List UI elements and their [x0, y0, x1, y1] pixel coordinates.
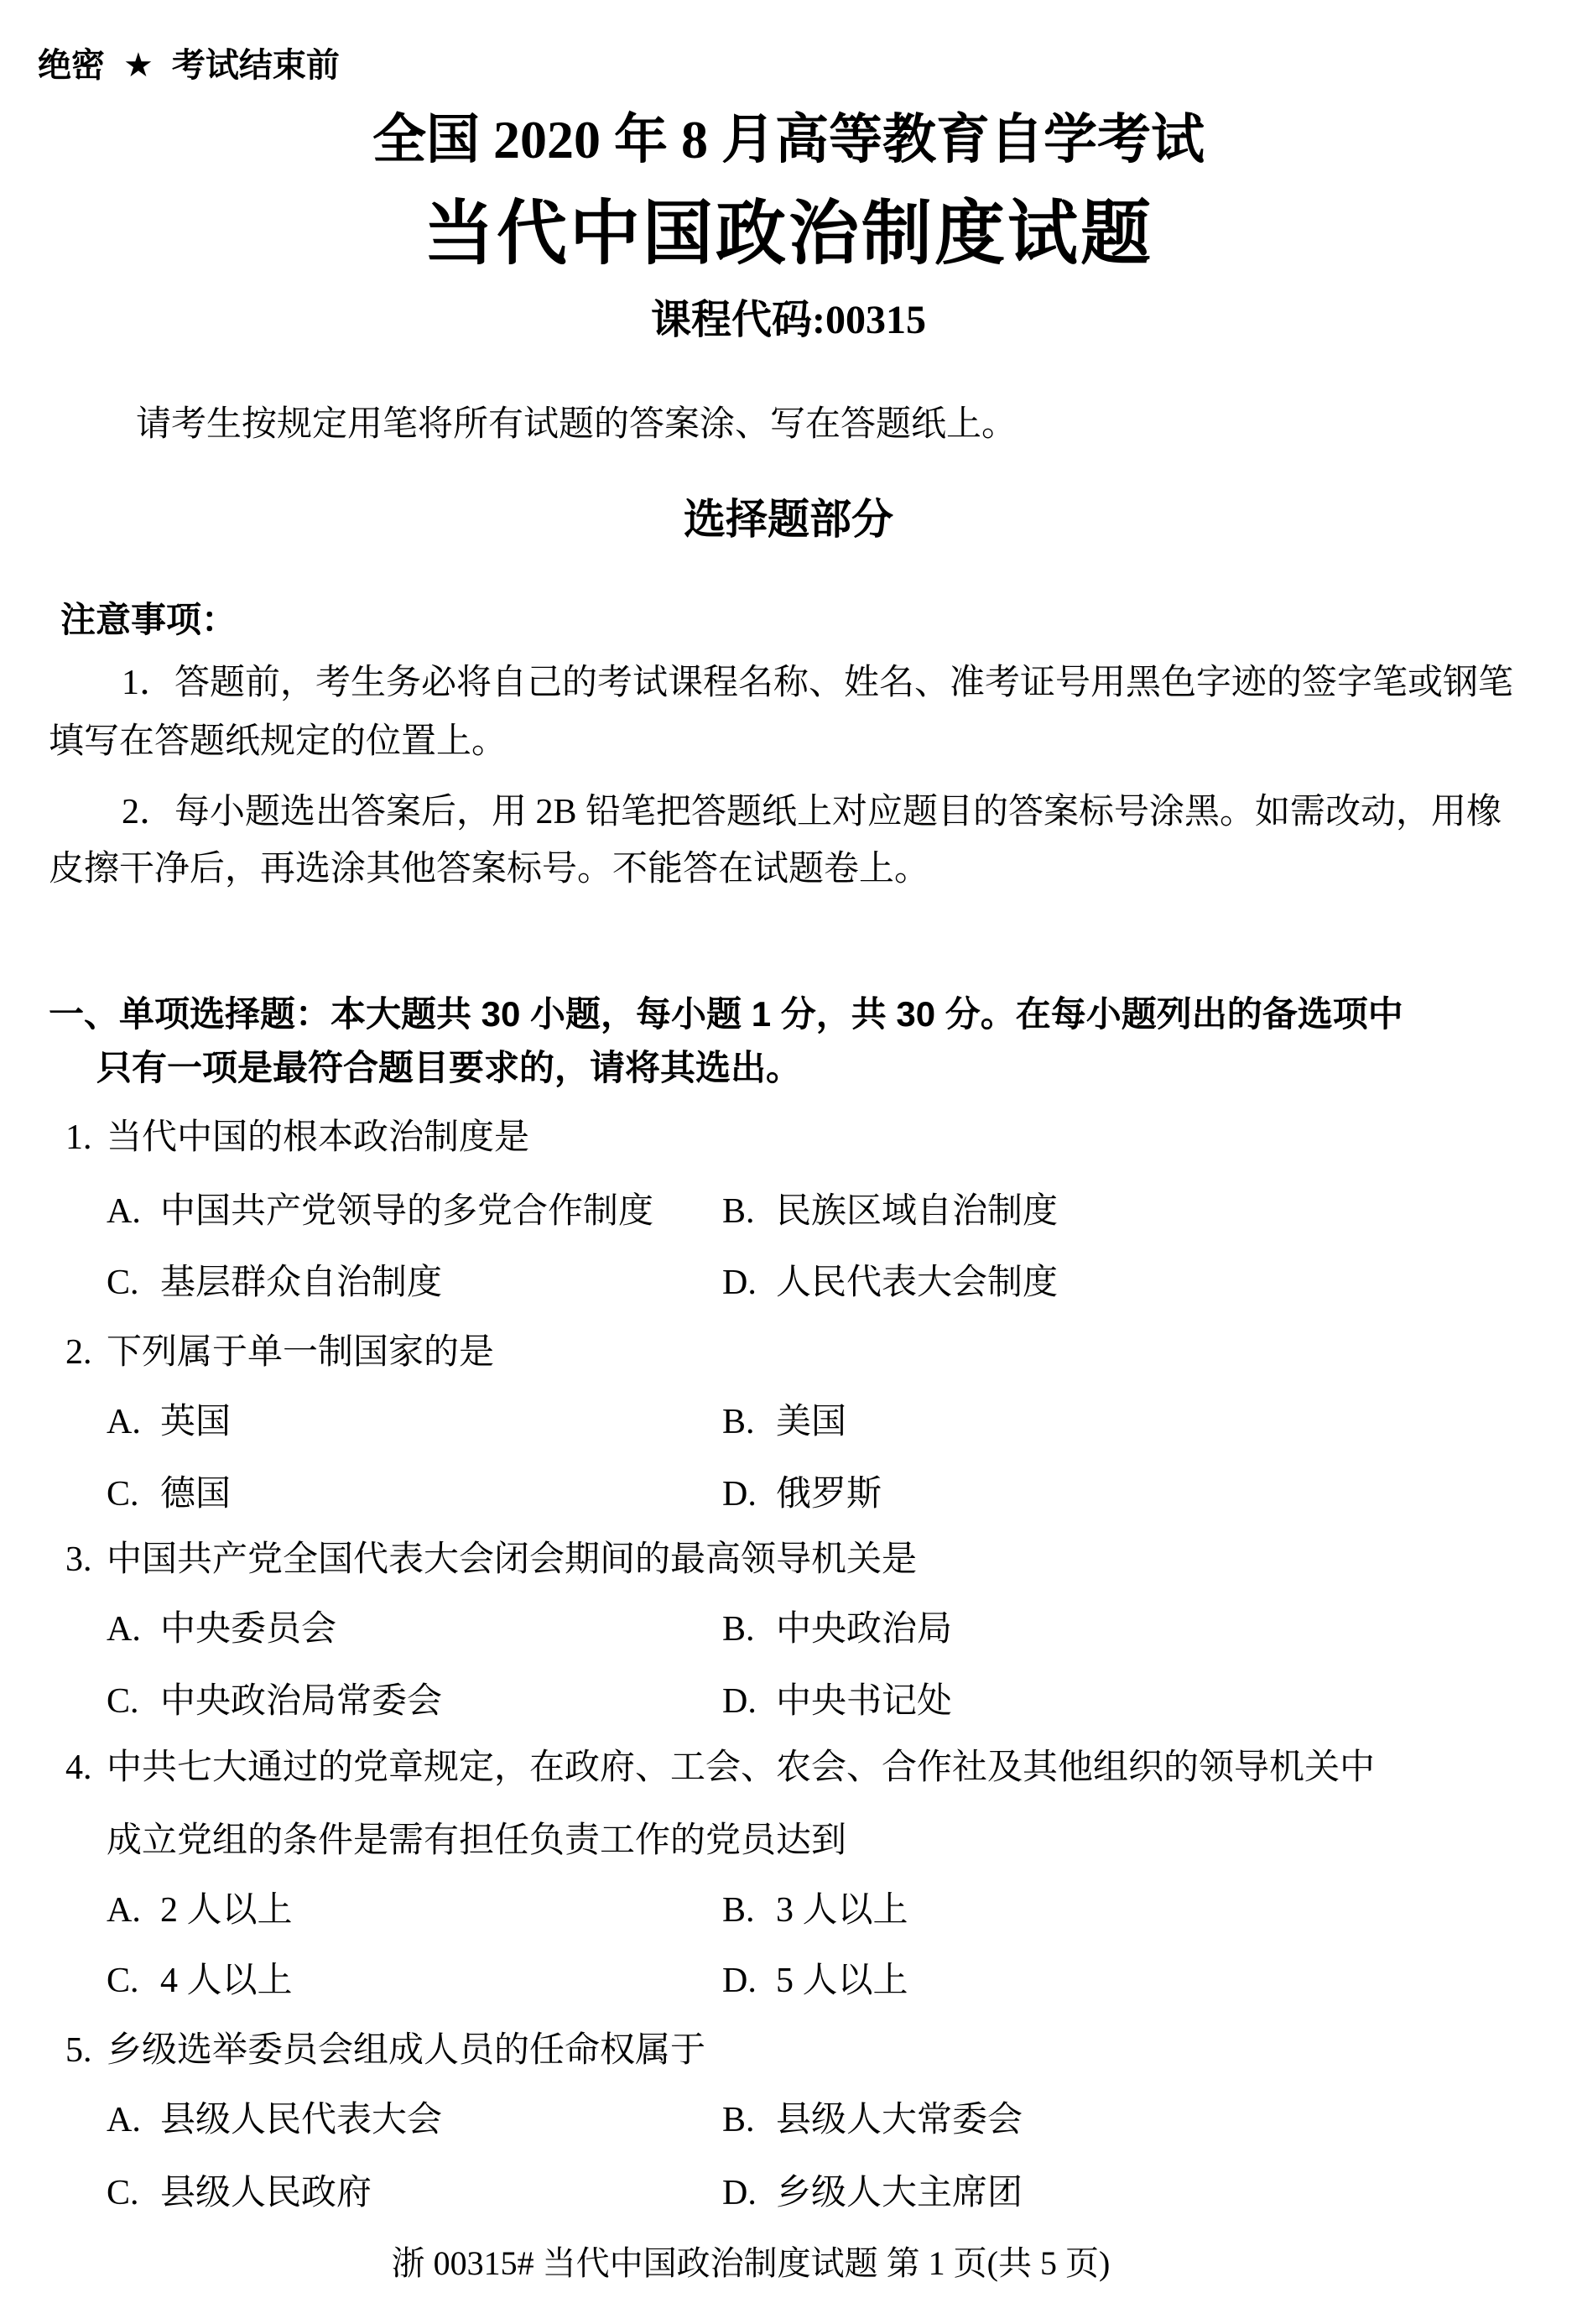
question-1-text [65, 1118, 529, 1158]
option-3-c-label: C. [107, 1682, 139, 1721]
option-1-d-text: 人民代表大会制度 [776, 1264, 1059, 1302]
course-code: 课程代码:00315 [651, 298, 926, 342]
option-4-b [722, 1890, 908, 1931]
part-title: 选择题部分 [684, 496, 893, 543]
question-4-options-row-2 [107, 1961, 908, 2001]
question-2-number: 2. [65, 1333, 92, 1372]
question-2-options-row-1 [107, 1402, 846, 1442]
option-1-a-label: A. [107, 1192, 141, 1231]
option-2-d-label: D. [722, 1475, 757, 1514]
option-4-d-text: 5 人以上 [776, 1962, 908, 2000]
option-5-a [107, 2100, 722, 2140]
answer-sheet-instruction: 请考生按规定用笔将所有试题的答案涂、写在答题纸上。 [136, 405, 1018, 444]
option-5-b [722, 2100, 1023, 2140]
option-4-a-label: A. [107, 1891, 141, 1930]
question-5-text [65, 2030, 705, 2071]
option-4-a-text: 2 人以上 [160, 1891, 293, 1930]
option-5-c-text: 县级人民政府 [160, 2174, 372, 2212]
option-4-b-text: 3 人以上 [776, 1891, 908, 1930]
option-1-b-text: 民族区域自治制度 [776, 1192, 1059, 1231]
option-5-d-label: D. [722, 2174, 757, 2212]
option-4-a [107, 1890, 722, 1931]
option-5-c-label: C. [107, 2174, 139, 2212]
exam-subject-title: 当代中国政治制度试题 [423, 195, 1153, 274]
option-4-d-label: D. [722, 1962, 757, 2000]
option-3-d-text: 中央书记处 [776, 1682, 953, 1721]
question-3-options-row-2 [107, 1681, 952, 1722]
option-2-d [722, 1474, 882, 1514]
option-3-a-text: 中央委员会 [160, 1610, 337, 1649]
question-3-number: 3. [65, 1540, 92, 1579]
exam-phase-label: 考试结束前 [171, 47, 340, 84]
option-5-c [107, 2173, 722, 2213]
option-4-c-text: 4 人以上 [160, 1962, 293, 2000]
option-3-c [107, 1681, 722, 1722]
option-3-a-label: A. [107, 1610, 141, 1649]
option-4-c [107, 1961, 722, 2001]
question-2-options-row-2 [107, 1474, 882, 1514]
question-1-options-row-2 [107, 1263, 1058, 1303]
option-2-d-text: 俄罗斯 [776, 1475, 882, 1514]
question-5-stem: 乡级选举委员会组成人员的任命权属于 [107, 2031, 706, 2070]
star-icon: ★ [123, 47, 154, 84]
question-2-stem: 下列属于单一制国家的是 [107, 1333, 495, 1372]
option-5-d-text: 乡级人大主席团 [776, 2174, 1023, 2212]
question-4-options-row-1 [107, 1890, 908, 1931]
note-1-line-1: 1．答题前，考生务必将自己的考试课程名称、姓名、准考证号用黑色字迹的签字笔或钢笔 [122, 664, 1514, 702]
option-1-b-label: B. [722, 1192, 755, 1231]
exam-session-title: 全国 2020 年 8 月高等教育自学考试 [372, 110, 1205, 169]
option-2-c-text: 德国 [160, 1475, 232, 1514]
question-5-options-row-2 [107, 2173, 1023, 2213]
question-4-text-line-2: 成立党组的条件是需有担任负责工作的党员达到 [107, 1821, 847, 1860]
option-4-b-label: B. [722, 1891, 755, 1930]
option-2-b [722, 1402, 846, 1442]
question-1-stem: 当代中国的根本政治制度是 [107, 1118, 530, 1157]
option-2-a [107, 1402, 722, 1442]
question-5-options-row-1 [107, 2100, 1023, 2140]
option-3-b-label: B. [722, 1610, 755, 1649]
option-1-d-label: D. [722, 1264, 757, 1302]
option-1-c-label: C. [107, 1264, 139, 1302]
option-5-d [722, 2173, 1023, 2213]
option-3-d [722, 1681, 952, 1722]
option-3-c-text: 中央政治局常委会 [160, 1682, 443, 1721]
option-1-c [107, 1263, 722, 1303]
option-2-c [107, 1474, 722, 1514]
option-1-c-text: 基层群众自治制度 [160, 1264, 443, 1302]
option-1-b [722, 1191, 1058, 1232]
option-1-d [722, 1263, 1058, 1303]
page-footer: 浙 00315# 当代中国政治制度试题 第 1 页(共 5 页) [391, 2244, 1111, 2282]
question-1-options-row-1 [107, 1191, 1058, 1232]
option-1-a [107, 1191, 722, 1232]
option-2-a-label: A. [107, 1403, 141, 1441]
option-3-d-label: D. [722, 1682, 757, 1721]
security-classification-line [38, 46, 340, 85]
section-heading-line-1: 一、单项选择题：本大题共 30 小题，每小题 1 分，共 30 分。在每小题列出的备选项中 [49, 994, 1403, 1034]
option-2-b-label: B. [722, 1403, 755, 1441]
question-3-options-row-1 [107, 1609, 952, 1649]
option-5-b-text: 县级人大常委会 [776, 2101, 1023, 2139]
question-2-text [65, 1332, 494, 1373]
option-1-a-text: 中国共产党领导的多党合作制度 [160, 1192, 654, 1231]
note-1-line-2: 填写在答题纸规定的位置上。 [49, 722, 507, 761]
question-4-number: 4. [65, 1748, 92, 1787]
question-4-stem-line-1: 中共七大通过的党章规定，在政府、工会、农会、合作社及其他组织的领导机关中 [107, 1748, 1376, 1787]
option-5-b-label: B. [722, 2101, 755, 2139]
question-1-number: 1. [65, 1118, 92, 1157]
classification-label: 绝密 [38, 47, 105, 84]
question-4-text-line-1 [65, 1748, 1375, 1788]
option-3-b-text: 中央政治局 [776, 1610, 953, 1649]
option-2-a-text: 英国 [160, 1403, 232, 1441]
question-5-number: 5. [65, 2031, 92, 2070]
option-3-b [722, 1609, 952, 1649]
option-4-d [722, 1961, 908, 2001]
option-5-a-label: A. [107, 2101, 141, 2139]
note-2-line-1: 2．每小题选出答案后，用 2B 铅笔把答题纸上对应题目的答案标号涂黑。如需改动，用橡 [122, 793, 1502, 831]
option-3-a [107, 1609, 722, 1649]
option-5-a-text: 县级人民代表大会 [160, 2101, 443, 2139]
question-3-text [65, 1540, 917, 1580]
option-4-c-label: C. [107, 1962, 139, 2000]
question-3-stem: 中国共产党全国代表大会闭会期间的最高领导机关是 [107, 1540, 918, 1579]
section-heading-line-2: 只有一项是最符合题目要求的，请将其选出。 [96, 1048, 802, 1087]
note-2-line-2: 皮擦干净后，再选涂其他答案标号。不能答在试题卷上。 [49, 850, 930, 888]
option-2-c-label: C. [107, 1475, 139, 1514]
notes-heading: 注意事项： [60, 602, 237, 640]
option-2-b-text: 美国 [776, 1403, 847, 1441]
